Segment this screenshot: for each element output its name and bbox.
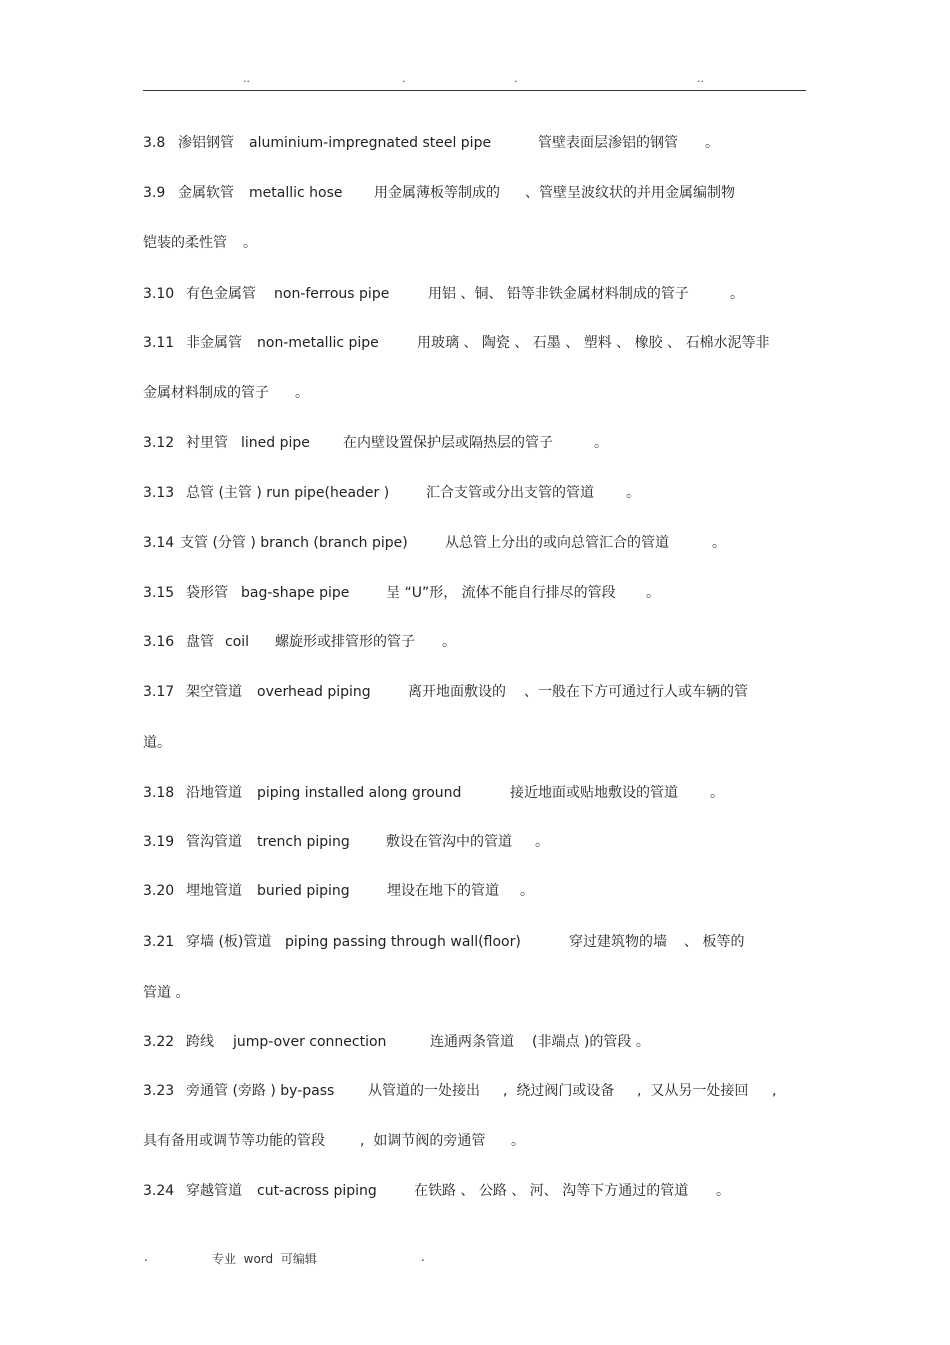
entry-term: 支管 (分管 ) branch (branch pipe)	[180, 535, 408, 551]
page-header	[0, 72, 950, 90]
continuation-text-cont: , 如调节阀的旁通管	[360, 1133, 486, 1149]
entry-continuation	[143, 233, 257, 253]
entry-3-18	[143, 783, 724, 803]
footer-label: 专业 word 可编辑	[212, 1252, 317, 1266]
entry-end: 。	[646, 585, 660, 601]
entry-3-15	[143, 583, 660, 603]
entry-number: 3.17	[143, 684, 175, 700]
header-mark: .	[514, 72, 518, 85]
entry-definition: 汇合支管或分出支管的管道	[426, 485, 594, 501]
entry-number: 3.18	[143, 785, 175, 801]
continuation-text: 铠装的柔性管	[143, 235, 227, 251]
page-footer	[0, 1250, 950, 1268]
entry-end: 。	[295, 385, 309, 401]
entry-3-21	[143, 932, 745, 952]
entry-definition: 离开地面敷设的	[408, 684, 506, 700]
entry-definition-cont: 、一般在下方可通过行人或车辆的管	[524, 684, 748, 700]
entry-end: 。	[594, 435, 608, 451]
entry-definition: 在铁路 、 公路 、 河、 沟等下方通过的管道	[414, 1183, 689, 1199]
header-mark: ..	[697, 72, 704, 85]
header-mark: ..	[243, 72, 250, 85]
entry-end: 。	[535, 834, 549, 850]
entry-term-zh: 管沟管道	[186, 834, 242, 850]
entry-term-en: lined pipe	[241, 435, 310, 451]
entry-definition: 管壁表面层渗铝的钢管	[538, 135, 678, 151]
entry-continuation	[143, 983, 190, 1003]
entry-term: 总管 (主管 ) run pipe(header )	[186, 485, 390, 501]
entry-term: 旁通管 (旁路 ) by-pass	[186, 1083, 335, 1099]
entry-number: 3.22	[143, 1034, 175, 1050]
entry-3-12	[143, 433, 608, 453]
entry-term-en: buried piping	[257, 883, 350, 899]
entry-term-en: non-metallic pipe	[257, 335, 379, 351]
entry-end: 。	[442, 634, 456, 650]
entry-end: 。	[712, 535, 726, 551]
entry-3-19	[143, 832, 549, 852]
entry-number: 3.21	[143, 934, 175, 950]
entry-3-24	[143, 1181, 730, 1201]
entry-definition: 连通两条管道	[430, 1034, 514, 1050]
entry-definition: 用金属薄板等制成的	[374, 185, 500, 201]
continuation-text: 金属材料制成的管子	[143, 385, 269, 401]
entry-definition: 呈 “U”形， 流体不能自行排尽的管段	[386, 585, 616, 601]
continuation-text: 具有备用或调节等功能的管段	[143, 1133, 325, 1149]
entry-definition: 敷设在管沟中的管道	[386, 834, 512, 850]
header-mark: .	[402, 72, 406, 85]
entry-definition: 在内壁设置保护层或隔热层的管子	[343, 435, 553, 451]
entry-number: 3.23	[143, 1083, 175, 1099]
entry-definition-cont: ,	[772, 1083, 777, 1099]
entry-term-zh: 有色金属管	[186, 286, 256, 302]
entry-3-13	[143, 483, 640, 503]
entry-definition: 接近地面或贴地敷设的管道	[510, 785, 678, 801]
entry-3-22	[143, 1032, 650, 1052]
entry-end: 。	[243, 235, 257, 251]
continuation-text: 管道 。	[143, 985, 190, 1001]
entry-end: 。	[730, 286, 744, 302]
entry-term-en: bag-shape pipe	[241, 585, 350, 601]
entry-definition: 从总管上分出的或向总管汇合的管道	[445, 535, 669, 551]
entry-term-en: cut-across piping	[257, 1183, 377, 1199]
footer-right-mark: .	[421, 1250, 425, 1264]
entry-number: 3.11	[143, 335, 175, 351]
entry-term-en: overhead piping	[257, 684, 371, 700]
entry-3-8	[143, 133, 719, 153]
entry-definition: 穿过建筑物的墙	[569, 934, 667, 950]
entry-definition: 螺旋形或排管形的管子	[275, 634, 415, 650]
entry-number: 3.8	[143, 135, 166, 151]
entry-term-en: piping passing through wall(floor)	[285, 934, 521, 950]
entry-term-zh: 穿墙 (板)管道	[186, 934, 272, 950]
entry-continuation	[143, 1131, 525, 1151]
entry-end: 。	[705, 135, 719, 151]
entry-3-14	[143, 533, 726, 553]
entry-end: 。	[716, 1183, 730, 1199]
entry-definition-cont: (非端点 )的管段 。	[532, 1034, 650, 1050]
entry-term-zh: 沿地管道	[186, 785, 242, 801]
entry-3-16	[143, 632, 456, 652]
entry-definition: 用铝 、铜、 铅等非铁金属材料制成的管子	[428, 286, 689, 302]
entry-3-11	[143, 333, 770, 353]
entry-term-zh: 埋地管道	[186, 883, 242, 899]
entry-term-en: trench piping	[257, 834, 350, 850]
entry-end: 。	[626, 485, 640, 501]
entry-3-10	[143, 284, 744, 304]
entry-term-en: non-ferrous pipe	[274, 286, 390, 302]
entry-term-zh: 跨线	[186, 1034, 214, 1050]
entry-term-zh: 盘管	[186, 634, 214, 650]
entry-definition: 从管道的一处接出	[368, 1083, 480, 1099]
entry-definition-cont: 、管壁呈波纹状的并用金属编制物	[525, 185, 735, 201]
entry-number: 3.19	[143, 834, 175, 850]
entry-term-zh: 衬里管	[186, 435, 228, 451]
entry-end: 。	[511, 1133, 525, 1149]
entry-number: 3.20	[143, 883, 175, 899]
entry-term-en: jump-over connection	[233, 1034, 387, 1050]
entry-number: 3.14	[143, 535, 175, 551]
entry-term-en: aluminium-impregnated steel pipe	[249, 135, 492, 151]
entry-number: 3.9	[143, 185, 166, 201]
entry-term-zh: 穿越管道	[186, 1183, 242, 1199]
entry-number: 3.16	[143, 634, 175, 650]
entry-continuation	[143, 383, 309, 403]
entry-continuation	[143, 733, 171, 753]
header-rule	[143, 90, 806, 91]
entry-end: 。	[710, 785, 724, 801]
entry-end: 。	[520, 883, 534, 899]
entry-term-en: coil	[225, 634, 250, 650]
entry-term-zh: 非金属管	[186, 335, 242, 351]
entry-3-20	[143, 881, 534, 901]
entry-number: 3.24	[143, 1183, 175, 1199]
entry-term-zh: 金属软管	[178, 185, 234, 201]
entry-3-17	[143, 682, 748, 702]
continuation-text: 道。	[143, 735, 171, 751]
entry-definition-cont: , 绕过阀门或设备	[503, 1083, 615, 1099]
entry-definition-cont: , 又从另一处接回	[637, 1083, 749, 1099]
entry-number: 3.10	[143, 286, 175, 302]
entry-definition-cont: 、 板等的	[684, 934, 745, 950]
entry-number: 3.15	[143, 585, 175, 601]
entry-term-en: piping installed along ground	[257, 785, 462, 801]
entry-3-9	[143, 183, 735, 203]
entry-term-zh: 渗铝钢管	[178, 135, 234, 151]
entry-number: 3.12	[143, 435, 175, 451]
entry-term-zh: 架空管道	[186, 684, 242, 700]
footer-left-mark: .	[144, 1250, 148, 1264]
entry-definition: 用玻璃 、 陶瓷 、 石墨 、 塑料 、 橡胶 、 石棉水泥等非	[417, 335, 770, 351]
entry-term-zh: 袋形管	[186, 585, 228, 601]
entry-term-en: metallic hose	[249, 185, 343, 201]
entry-definition: 埋设在地下的管道	[387, 883, 499, 899]
entry-number: 3.13	[143, 485, 175, 501]
entry-3-23	[143, 1081, 777, 1101]
